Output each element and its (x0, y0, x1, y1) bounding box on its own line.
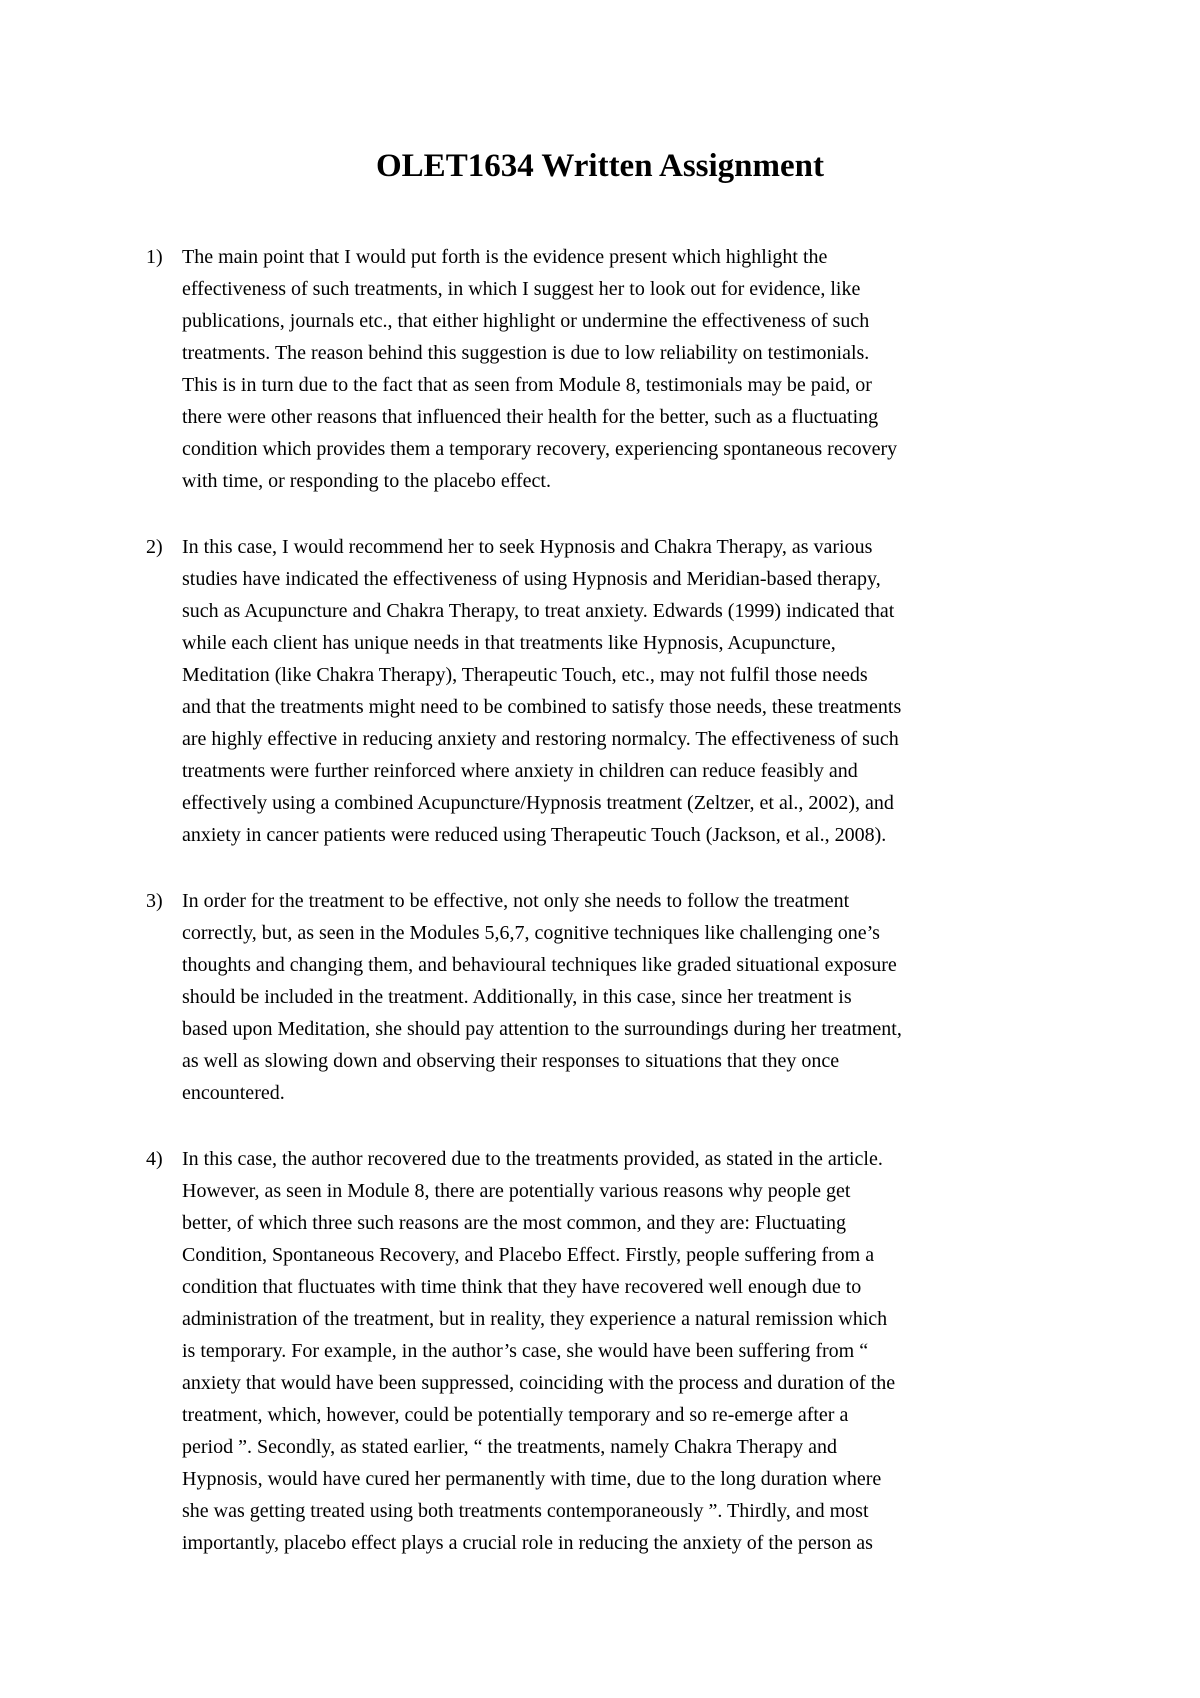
text-line: thoughts and changing them, and behavioural techniques like graded situational exposure (182, 954, 897, 976)
text-line: publications, journals etc., that either highlight or undermine the effectiveness of such (182, 310, 870, 332)
text-line: anxiety in cancer patients were reduced using Therapeutic Touch (Jackson, et al., 2008). (182, 824, 887, 846)
text-line: Hypnosis, would have cured her permanently with time, due to the long duration where (182, 1468, 882, 1490)
text-line: administration of the treatment, but in reality, they experience a natural remission which (182, 1308, 888, 1330)
text-line: period ”. Secondly, as stated earlier, “ the treatments, namely Chakra Therapy and (182, 1436, 838, 1458)
text-line: anxiety that would have been suppressed, coinciding with the process and duration of the (182, 1372, 896, 1394)
text-line: is temporary. For example, in the author’s case, she would have been suffering from “ (182, 1340, 869, 1362)
text-line: studies have indicated the effectiveness of using Hypnosis and Meridian-based therapy, (182, 568, 881, 590)
text-line: However, as seen in Module 8, there are potentially various reasons why people get (182, 1180, 851, 1202)
text-line: importantly, placebo effect plays a crucial role in reducing the anxiety of the person as (182, 1532, 873, 1554)
list-item-number: 1) (146, 246, 163, 268)
text-line: correctly, but, as seen in the Modules 5,6,7, cognitive techniques like challenging one’s (182, 922, 880, 944)
text-line: and that the treatments might need to be combined to satisfy those needs, these treatments (182, 696, 902, 718)
text-line: based upon Meditation, she should pay attention to the surroundings during her treatment, (182, 1018, 902, 1040)
text-line: she was getting treated using both treatments contemporaneously ”. Thirdly, and most (182, 1500, 869, 1522)
list-item-text (182, 531, 1062, 851)
text-line: better, of which three such reasons are the most common, and they are: Fluctuating (182, 1212, 846, 1234)
text-line: while each client has unique needs in that treatments like Hypnosis, Acupuncture, (182, 632, 836, 654)
text-line: treatment, which, however, could be potentially temporary and so re-emerge after a (182, 1404, 849, 1426)
list-item-text (182, 885, 1062, 1109)
text-line: are highly effective in reducing anxiety and restoring normalcy. The effectiveness of such (182, 728, 899, 750)
text-line: treatments. The reason behind this suggestion is due to low reliability on testimonials. (182, 342, 870, 364)
text-line: as well as slowing down and observing their responses to situations that they once (182, 1050, 840, 1072)
text-line: condition which provides them a temporary recovery, experiencing spontaneous recovery (182, 438, 898, 460)
list-item-number: 3) (146, 890, 163, 912)
text-line: In this case, the author recovered due to the treatments provided, as stated in the article. (182, 1148, 883, 1170)
list-item-number: 4) (146, 1148, 163, 1170)
text-line: This is in turn due to the fact that as seen from Module 8, testimonials may be paid, or (182, 374, 872, 396)
text-line: In order for the treatment to be effective, not only she needs to follow the treatment (182, 890, 850, 912)
text-line: Condition, Spontaneous Recovery, and Placebo Effect. Firstly, people suffering from a (182, 1244, 875, 1266)
text-line: Meditation (like Chakra Therapy), Therapeutic Touch, etc., may not fulfil those needs (182, 664, 868, 686)
text-line: condition that fluctuates with time think that they have recovered well enough due to (182, 1276, 862, 1298)
text-line: In this case, I would recommend her to seek Hypnosis and Chakra Therapy, as various (182, 536, 873, 558)
text-line: effectively using a combined Acupuncture/Hypnosis treatment (Zeltzer, et al., 2002), and (182, 792, 894, 814)
text-line: should be included in the treatment. Additionally, in this case, since her treatment is (182, 986, 852, 1008)
page-title: OLET1634 Written Assignment (376, 148, 824, 184)
text-line: The main point that I would put forth is the evidence present which highlight the (182, 246, 828, 268)
text-line: effectiveness of such treatments, in which I suggest her to look out for evidence, like (182, 278, 861, 300)
list-item-number: 2) (146, 536, 163, 558)
text-line: treatments were further reinforced where anxiety in children can reduce feasibly and (182, 760, 858, 782)
list-item-text (182, 241, 1062, 497)
text-line: such as Acupuncture and Chakra Therapy, to treat anxiety. Edwards (1999) indicated that (182, 600, 895, 622)
list-item-text (182, 1143, 1062, 1559)
text-line: there were other reasons that influenced their health for the better, such as a fluctuating (182, 406, 879, 428)
text-line: with time, or responding to the placebo effect. (182, 470, 551, 492)
text-line: encountered. (182, 1082, 285, 1104)
